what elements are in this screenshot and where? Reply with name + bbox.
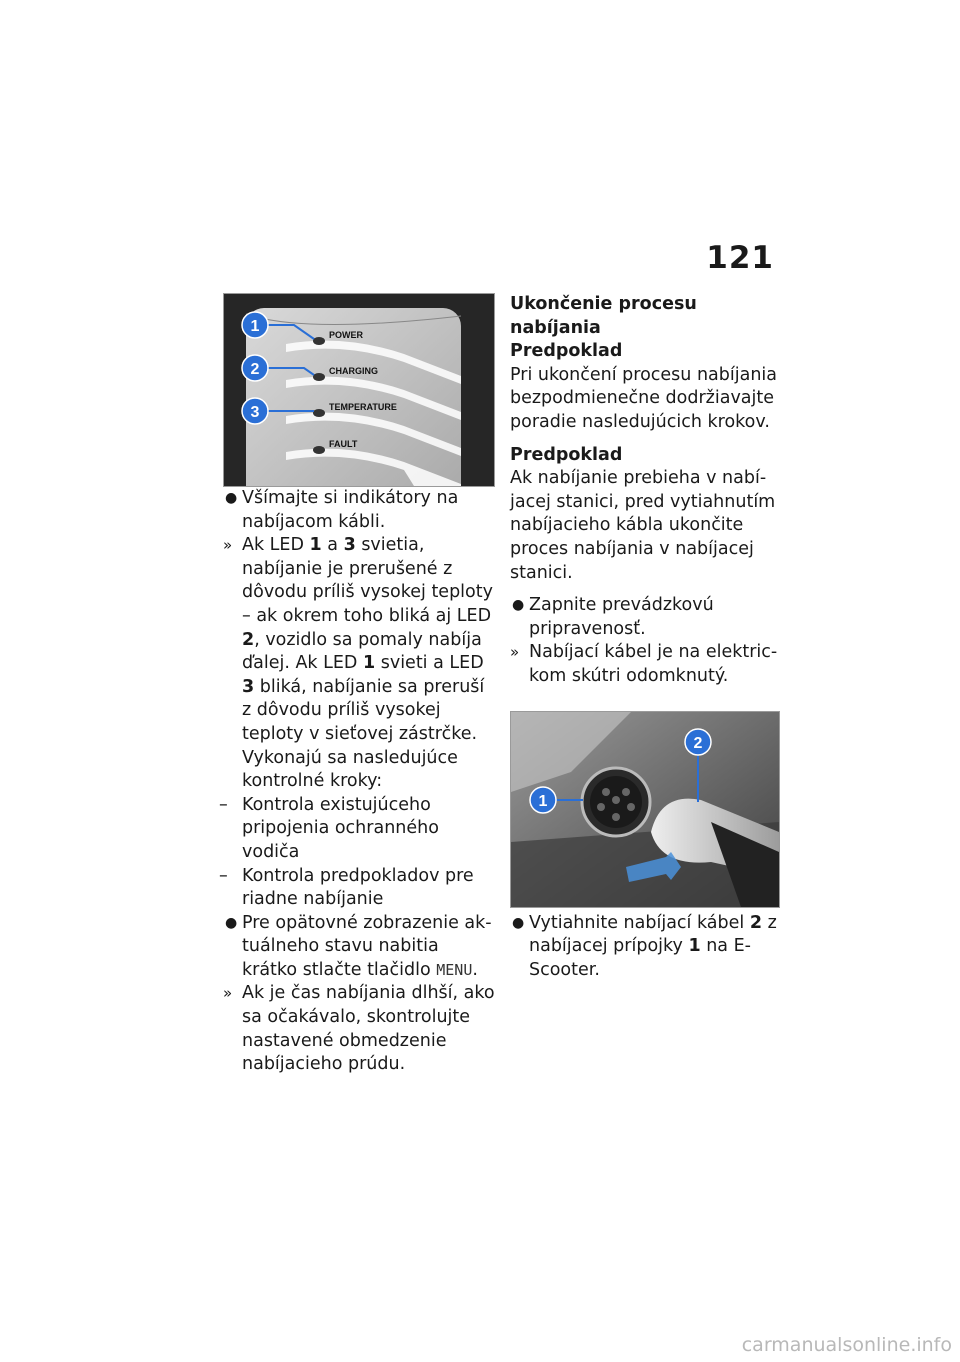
- paragraph: Ak nabíjanie prebieha v nabíjacej stanici, pred vytiahnutím nabíjacieho kábla ukončite proces nabíjania v nabíjacej stanici.: [510, 468, 776, 583]
- list-item: [510, 912, 782, 983]
- item-text: Ak LED 1 a 3 svietia, nabíjanie je prerušené z dôvodu príliš vysokej teploty – ak okrem toho bliká aj LED 2, vozidlo sa pomaly nabíja ďalej. Ak LED 1 svieti a LED 3 bliká, nabíjanie sa preruší z dôvodu príliš vysokej teploty v sieťovej zástrčke. Vykonajú sa nasledujúce kontrolné kroky:: [242, 535, 493, 792]
- dash-marker: –: [219, 794, 228, 815]
- result-marker: »: [223, 536, 233, 555]
- item-text: Kontrola predpokladov pre riadne nabíjanie: [242, 865, 474, 910]
- charging-plug-figure: [510, 711, 780, 908]
- item-text: Zapnite prevádzkovú pripravenosť.: [529, 595, 714, 639]
- list-item: [510, 641, 782, 688]
- item-text: Vytiahnite nabíjací kábel 2 z nabíjacej prípojky 1 na E-Scooter.: [529, 912, 777, 980]
- temperature-led: [313, 409, 325, 417]
- list-item: [219, 865, 495, 912]
- fault-led: [313, 446, 325, 454]
- menu-button-label: MENU: [436, 960, 473, 979]
- left-column: [219, 293, 495, 1077]
- power-label: POWER: [329, 330, 364, 340]
- bullet-marker: ●: [225, 914, 238, 931]
- list-item: [223, 534, 495, 794]
- bullet-marker: ●: [225, 490, 238, 506]
- callout-2: 2: [250, 361, 260, 378]
- result-marker: »: [223, 984, 233, 1003]
- charging-indicator-illustration: [224, 294, 494, 486]
- charging-indicator-figure: [223, 293, 495, 487]
- subheading: Predpoklad: [510, 444, 623, 465]
- list-item: [510, 594, 782, 641]
- fault-label: FAULT: [329, 439, 358, 449]
- list-item: [223, 487, 495, 534]
- page-number: 121: [706, 240, 774, 276]
- subheading: Predpoklad: [510, 341, 623, 362]
- callout-1: 1: [538, 792, 548, 810]
- paragraph: Pri ukončení procesu nabíjania bezpodmienečne dodržiavajte poradie nasledujúcich krokov.: [510, 364, 778, 432]
- item-text: Pre opätovné zobrazenie aktuálneho stavu nabitia krátko stlačte tlačidlo MENU.: [242, 912, 492, 980]
- list-item: [219, 794, 495, 865]
- item-text: Nabíjací kábel je na elektrickom skútri odomknutý.: [529, 642, 778, 686]
- footer-watermark: carmanualsonline.info: [741, 1334, 952, 1356]
- charging-led: [313, 373, 325, 381]
- item-text: Ak je čas nabíjania dlhší, ako sa očakávalo, skontrolujte nastavené obmedzenie nabíjacieho prúdu.: [242, 983, 495, 1075]
- list-item: [223, 982, 495, 1076]
- item-text: Všímajte si indikátory na nabíjacom kábli.: [242, 488, 459, 532]
- bullet-marker: ●: [512, 597, 525, 614]
- item-text: Kontrola existujúceho pripojenia ochranného vodiča: [242, 794, 439, 862]
- callout-2: 2: [693, 734, 703, 752]
- dash-marker: –: [219, 865, 228, 886]
- section-heading: Ukončenie procesu nabíjania: [510, 294, 697, 338]
- callout-1: 1: [250, 318, 260, 335]
- charging-label: CHARGING: [329, 366, 378, 376]
- right-column: [510, 293, 782, 982]
- charging-plug-illustration: [511, 712, 779, 907]
- result-marker: »: [510, 643, 520, 662]
- power-led: [313, 337, 325, 345]
- temperature-label: TEMPERATURE: [329, 402, 397, 412]
- bullet-marker: ●: [512, 914, 525, 931]
- list-item: [223, 912, 495, 983]
- callout-3: 3: [250, 404, 260, 421]
